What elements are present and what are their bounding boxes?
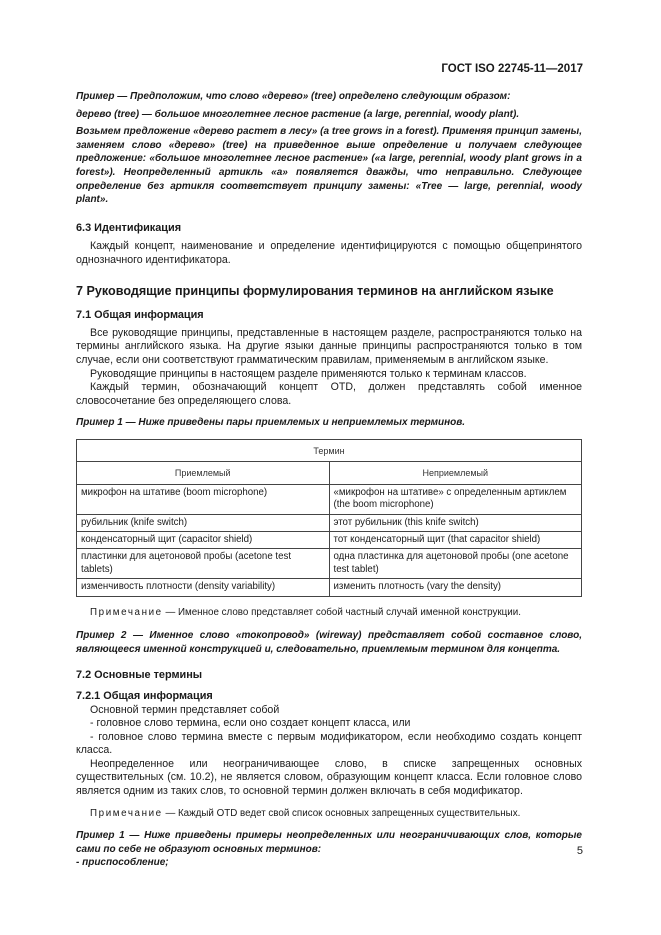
table-cell-acceptable: рубильник (knife switch) [77,514,330,531]
section-7-1-title: 7.1 Общая информация [76,309,204,322]
table-row [77,579,582,596]
table-cell-unacceptable: изменить плотность (vary the density) [329,579,582,596]
note-1 [76,606,582,620]
terms-table [76,439,582,597]
section-7-2-1-title: 7.2.1 Общая информация [76,689,213,702]
section-7-2-1-paragraph: Неопределенное или неограничивающее слово, в списке запрещенных основных существительных (см. 10.2), не является словом, образующим концепт класса. Если головное слово является одним из таких слов, то основной термин должен включать в себя модификатор. [76,757,582,798]
table-header-row [77,462,582,484]
section-6-3-title: 6.3 Идентификация [76,221,182,234]
list-item: - приспособление; [76,857,169,869]
example-1-title: Пример 1 — Ниже приведены пары приемлемых и неприемлемых терминов. [76,417,466,429]
table-cell-acceptable: конденсаторный щит (capacitor shield) [77,531,330,548]
standard-code-header: ГОСТ ISO 22745-11—2017 [441,63,583,75]
section-6-3-text: Каждый концепт, наименование и определение идентифицируются с помощью общепринятого однозначного идентификатора. [76,240,582,266]
section-7-2-1-intro: Основной термин представляет собой [90,703,280,716]
table-caption: Термин [77,439,582,461]
page-content [76,90,582,870]
section-7-2-title: 7.2 Основные термины [76,669,203,682]
table-row [77,549,582,579]
table-cell-unacceptable: этот рубильник (this knife switch) [329,514,582,531]
page-number: 5 [576,845,583,857]
list-item: - головное слово термина, если оно создает концепт класса, или [90,717,411,730]
note-label: Примечание [90,606,163,618]
example-definition: дерево (tree) — большое многолетнее лесное растение (a large, perennial, woody plant). [76,108,520,120]
column-header-acceptable: Приемлемый [77,462,330,484]
table-cell-unacceptable: одна пластинка для ацетоновой пробы (one acetone test tablet) [329,549,582,579]
section-7-1-paragraph-2: Руководящие принципы в настоящем разделе применяются только к терминам классов. [90,367,527,380]
example-text: Возьмем предложение «дерево растет в лесу» (a tree grows in a forest). Применяя принцип замены, заменяем слово «дерево» (tree) на приведенное выше определение и получаем следующее предложение: «большое многолетнее лесное растение» («a large, perennial, woody plant grows in a forest»). Неопределенный артикль «a» появляется дважды, что неправильно. Следующее определение без артикля соответствует принципу замены: «Tree — large, perennial, woody plant». [76,126,582,206]
list-item: - головное слово термина вместе с первым модификатором, если необходимо создать концепт класса. [76,730,582,757]
table-cell-unacceptable: тот конденсаторный щит (that capacitor shield) [329,531,582,548]
example-2-text: Пример 2 — Именное слово «токопровод» (wireway) представляет собой составное слово, являющееся именной конструкцией и, следовательно, приемлемым термином для концепта. [76,630,582,655]
column-header-unacceptable: Неприемлемый [329,462,582,484]
example-title: Пример — Предположим, что слово «дерево» (tree) определено следующим образом: [76,91,511,102]
example-3-title: Пример 1 — Ниже приведены примеры неопределенных или неограничивающих слов, которые сами по себе не образуют основных терминов: [76,830,582,855]
table-cell-unacceptable: «микрофон на штативе» с определенным артиклем (the boom microphone) [329,484,582,514]
note-2 [76,807,582,821]
section-7-1-paragraph-3: Каждый термин, обозначающий концепт OTD, должен представлять собой именное словосочетание без определяющего слова. [76,381,582,407]
table-row [77,484,582,514]
table-row [77,514,582,531]
note-text: — Именное слово представляет собой частный случай именной конструкции. [162,606,521,618]
section-7-title: 7 Руководящие принципы формулирования терминов на английском языке [76,283,554,298]
table-caption-row [77,439,582,461]
note-text: — Каждый OTD ведет свой список основных запрещенных существительных. [162,807,521,819]
table-cell-acceptable: микрофон на штативе (boom microphone) [77,484,330,514]
table-cell-acceptable: изменчивость плотности (density variability) [77,579,330,596]
table-row [77,531,582,548]
table-cell-acceptable: пластинки для ацетоновой пробы (acetone test tablets) [77,549,330,579]
section-7-1-paragraph-1: Все руководящие принципы, представленные в настоящем разделе, распространяются только на термины английского языка. На другие языки данные принципы распространяются только в том случае, если они соответствуют грамматическим правилам, применяемым в английском языке. [76,326,582,366]
note-label: Примечание [90,807,163,819]
